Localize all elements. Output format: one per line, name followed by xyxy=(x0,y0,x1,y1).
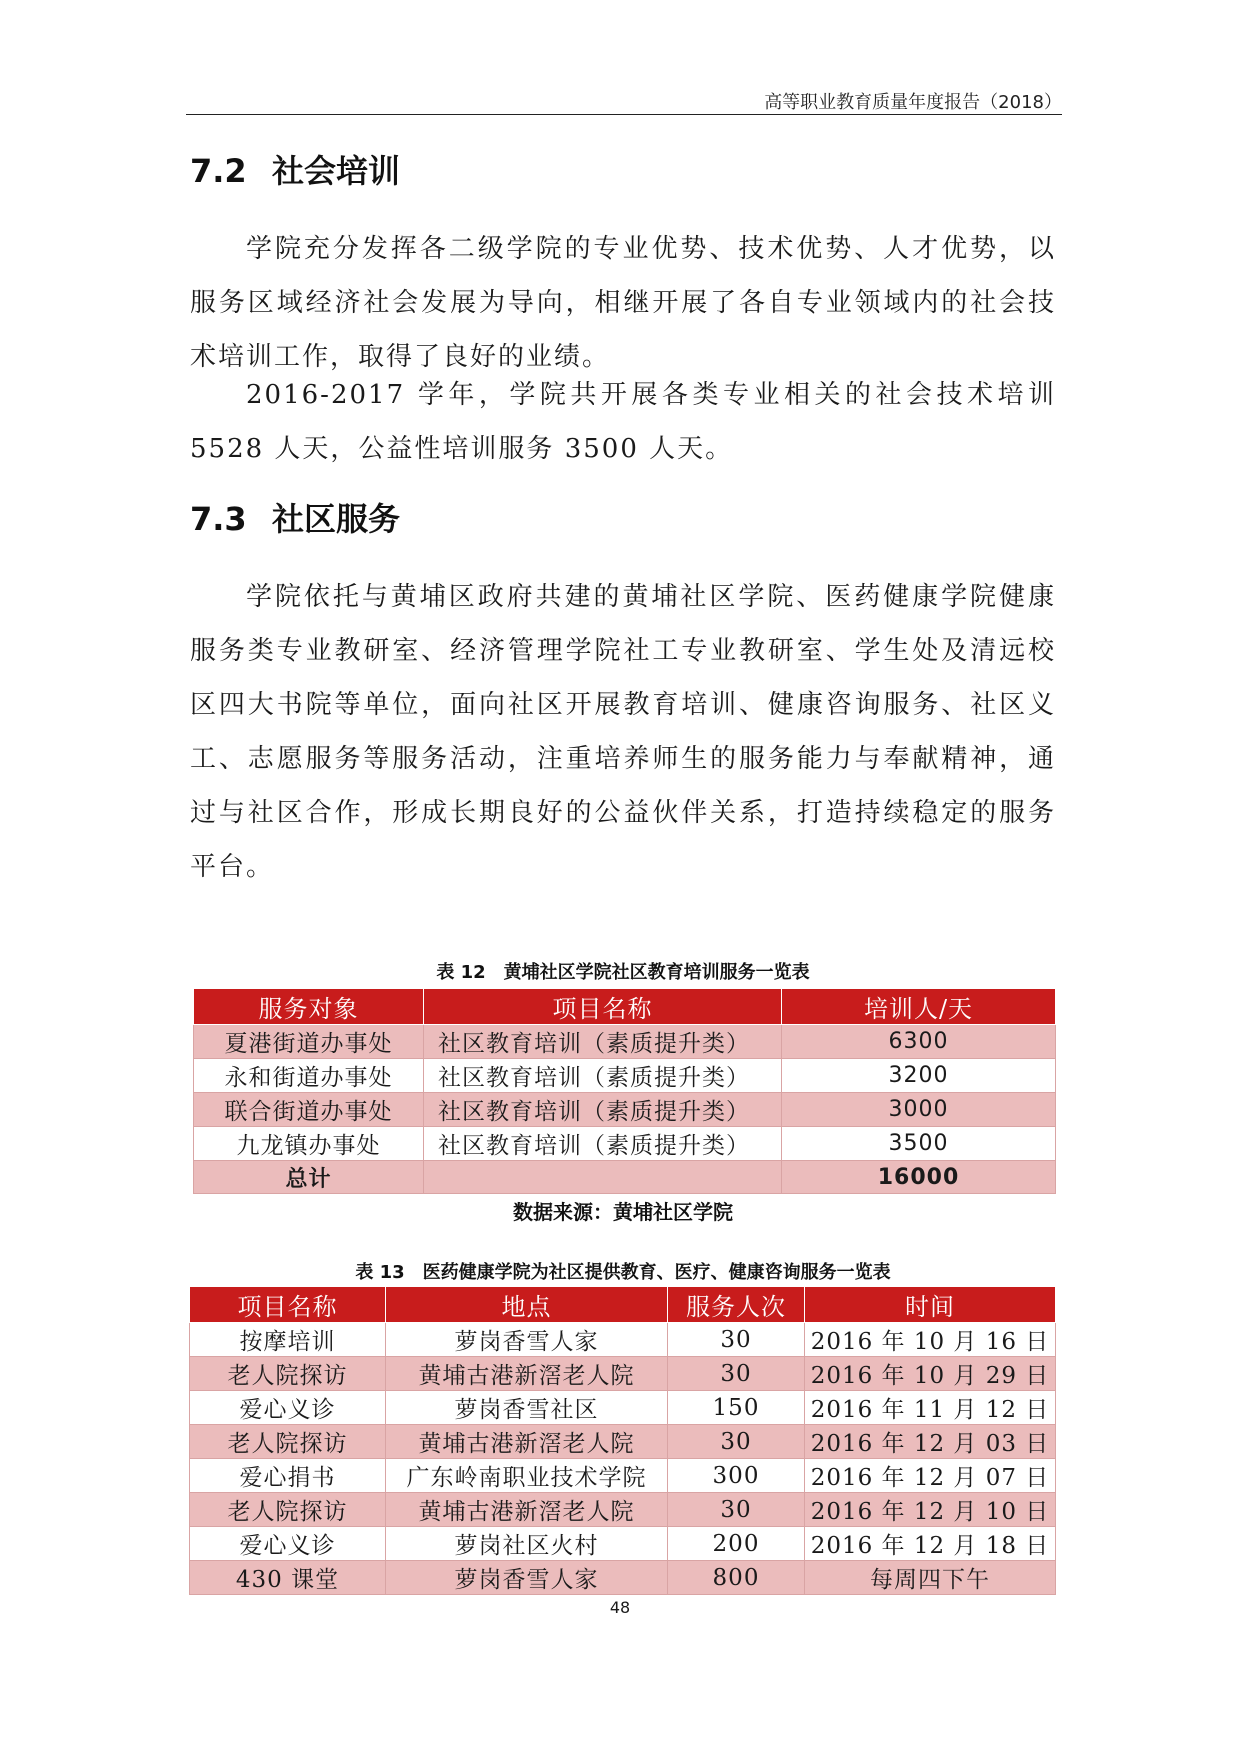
table-row xyxy=(190,1357,1056,1391)
table-row xyxy=(190,1425,1056,1459)
section-number: 7.3 xyxy=(190,500,247,538)
table-cell: 黄埔古港新滘老人院 xyxy=(386,1425,668,1459)
column-header: 地点 xyxy=(386,1287,668,1323)
table-cell: 老人院探访 xyxy=(190,1425,386,1459)
section-title: 社区服务 xyxy=(272,500,401,538)
table-cell xyxy=(424,1161,782,1194)
table-cell: 2016 年 12 月 07 日 xyxy=(805,1459,1056,1493)
table-cell: 社区教育培训（素质提升类） xyxy=(424,1059,782,1093)
table-cell: 黄埔古港新滘老人院 xyxy=(386,1357,668,1391)
table-12-caption: 表 12 黄埔社区学院社区教育培训服务一览表 xyxy=(436,962,810,983)
table-cell: 社区教育培训（素质提升类） xyxy=(424,1025,782,1059)
table-cell: 按摩培训 xyxy=(190,1323,386,1357)
table-cell: 夏港街道办事处 xyxy=(194,1025,424,1059)
paragraph: 学院依托与黄埔区政府共建的黄埔社区学院、医药健康学院健康服务类专业教研室、经济管理学院社工专业教研室、学生处及清远校区四大书院等单位，面向社区开展教育培训、健康咨询服务、社区义工、志愿服务等服务活动，注重培养师生的服务能力与奉献精神，通过与社区合作，形成长期良好的公益伙伴关系，打造持续稳定的服务平台。 xyxy=(190,582,1056,882)
table-cell: 九龙镇办事处 xyxy=(194,1127,424,1161)
table-cell: 爱心义诊 xyxy=(190,1391,386,1425)
table-cell: 2016 年 10 月 29 日 xyxy=(805,1357,1056,1391)
table-cell: 150 xyxy=(668,1391,805,1425)
paragraph: 学院充分发挥各二级学院的专业优势、技术优势、人才优势，以服务区域经济社会发展为导向，相继开展了各自专业领域内的社会技术培训工作，取得了良好的业绩。 xyxy=(190,234,1056,372)
table-cell: 30 xyxy=(668,1323,805,1357)
column-header: 项目名称 xyxy=(424,989,782,1025)
table-cell: 30 xyxy=(668,1425,805,1459)
total-label: 总计 xyxy=(194,1161,424,1194)
table-cell: 永和街道办事处 xyxy=(194,1059,424,1093)
table-cell: 爱心捐书 xyxy=(190,1459,386,1493)
table-header-row xyxy=(194,989,1056,1025)
table-cell: 每周四下午 xyxy=(805,1561,1056,1595)
table-row xyxy=(190,1323,1056,1357)
table-cell: 社区教育培训（素质提升类） xyxy=(424,1093,782,1127)
table-cell: 3200 xyxy=(782,1059,1056,1093)
table-13 xyxy=(189,1286,1056,1595)
table-row xyxy=(190,1493,1056,1527)
table-cell: 430 课堂 xyxy=(190,1561,386,1595)
table-cell: 2016 年 12 月 03 日 xyxy=(805,1425,1056,1459)
column-header: 时间 xyxy=(805,1287,1056,1323)
table-row xyxy=(194,1093,1056,1127)
table-row xyxy=(194,1127,1056,1161)
table-cell: 老人院探访 xyxy=(190,1357,386,1391)
table-cell: 30 xyxy=(668,1493,805,1527)
table-cell: 2016 年 12 月 18 日 xyxy=(805,1527,1056,1561)
section-heading-7-3 xyxy=(190,494,400,540)
table-cell: 爱心义诊 xyxy=(190,1527,386,1561)
page-number: 48 xyxy=(609,1598,631,1617)
section-title: 社会培训 xyxy=(272,152,401,190)
table-total-row xyxy=(194,1161,1056,1194)
table-row xyxy=(190,1527,1056,1561)
table-cell: 老人院探访 xyxy=(190,1493,386,1527)
table-cell: 2016 年 11 月 12 日 xyxy=(805,1391,1056,1425)
table-row xyxy=(194,1025,1056,1059)
paragraph: 2016-2017 学年，学院共开展各类专业相关的社会技术培训 5528 人天，公益性培训服务 3500 人天。 xyxy=(190,380,1056,464)
table-row xyxy=(190,1561,1056,1595)
table-cell: 200 xyxy=(668,1527,805,1561)
table-cell: 萝岗香雪人家 xyxy=(386,1561,668,1595)
column-header: 项目名称 xyxy=(190,1287,386,1323)
table-12 xyxy=(193,988,1056,1194)
section-number: 7.2 xyxy=(190,152,247,190)
column-header: 培训人/天 xyxy=(782,989,1056,1025)
table-cell: 黄埔古港新滘老人院 xyxy=(386,1493,668,1527)
section-heading-7-2 xyxy=(190,146,400,192)
table-cell: 萝岗香雪社区 xyxy=(386,1391,668,1425)
table-cell: 300 xyxy=(668,1459,805,1493)
table-13-caption: 表 13 医药健康学院为社区提供教育、医疗、健康咨询服务一览表 xyxy=(355,1262,891,1283)
table-cell: 联合街道办事处 xyxy=(194,1093,424,1127)
table-cell: 800 xyxy=(668,1561,805,1595)
table-cell: 2016 年 12 月 10 日 xyxy=(805,1493,1056,1527)
table-cell: 萝岗社区火村 xyxy=(386,1527,668,1561)
table-cell: 3500 xyxy=(782,1127,1056,1161)
table-cell: 社区教育培训（素质提升类） xyxy=(424,1127,782,1161)
header-divider xyxy=(186,114,1062,115)
table-row xyxy=(190,1459,1056,1493)
table-cell: 2016 年 10 月 16 日 xyxy=(805,1323,1056,1357)
table-row xyxy=(190,1391,1056,1425)
table-row xyxy=(194,1059,1056,1093)
table-cell: 萝岗香雪人家 xyxy=(386,1323,668,1357)
column-header: 服务对象 xyxy=(194,989,424,1025)
table-cell: 30 xyxy=(668,1357,805,1391)
table-header-row xyxy=(190,1287,1056,1323)
running-header: 高等职业教育质量年度报告（2018） xyxy=(764,92,1062,113)
column-header: 服务人次 xyxy=(668,1287,805,1323)
table-cell: 广东岭南职业技术学院 xyxy=(386,1459,668,1493)
table-cell: 6300 xyxy=(782,1025,1056,1059)
total-value: 16000 xyxy=(782,1161,1056,1194)
table-cell: 3000 xyxy=(782,1093,1056,1127)
table-12-source: 数据来源：黄埔社区学院 xyxy=(513,1200,733,1224)
